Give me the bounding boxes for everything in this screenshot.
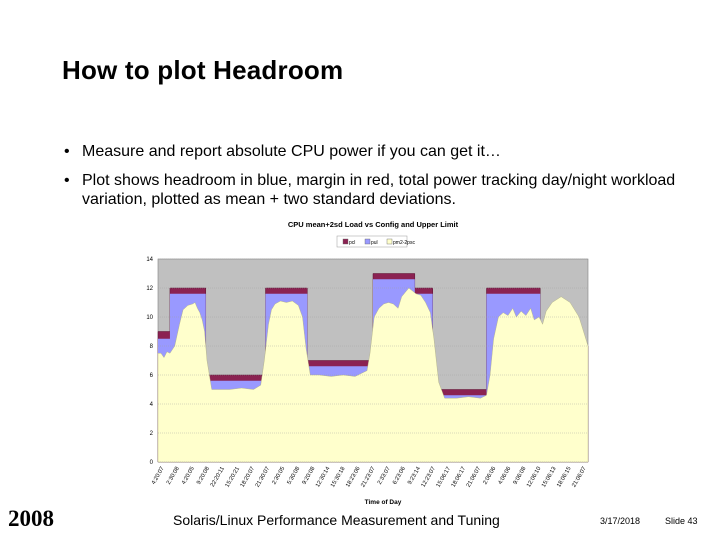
- bullet-item: [64, 142, 704, 161]
- bullet-text: Measure and report absolute CPU power if you can get it…: [82, 143, 501, 160]
- x-tick-label: 21:30:07: [254, 466, 272, 489]
- x-tick-label: 12:30:14: [315, 466, 332, 489]
- bullet-item: [64, 171, 704, 209]
- bullet-dot: •: [64, 172, 70, 189]
- footer-title: Solaris/Linux Performance Measurement and Tuning: [173, 512, 500, 528]
- x-tick-label: 12:06:10: [526, 466, 543, 489]
- x-tick-label: 5:30:08: [286, 466, 302, 486]
- x-tick-label: 15:06:17: [435, 466, 453, 489]
- legend-swatch: [343, 239, 348, 244]
- legend-swatch: [365, 239, 370, 244]
- x-tick-label: 2:06:06: [482, 466, 498, 486]
- x-tick-label: 12:23:07: [420, 466, 438, 489]
- x-tick-label: 2:30:08: [165, 466, 181, 486]
- footer-year: 2008: [8, 506, 54, 531]
- y-tick-label: 14: [146, 257, 153, 263]
- x-tick-label: 18:23:06: [345, 466, 362, 489]
- x-tick-label: 18:06:15: [556, 466, 573, 489]
- legend-label: pm2-2psc: [393, 240, 415, 246]
- x-tick-label: 22:20:11: [209, 466, 227, 489]
- footer-date: 3/17/2018: [600, 516, 641, 526]
- y-tick-label: 8: [149, 344, 153, 350]
- bullet-dot: •: [64, 143, 70, 160]
- y-tick-label: 12: [146, 286, 153, 292]
- slide-title: How to plot Headroom: [62, 55, 344, 85]
- y-tick-label: 0: [149, 460, 153, 466]
- x-tick-label: 18:06:17: [450, 466, 468, 489]
- y-tick-label: 6: [149, 373, 153, 379]
- x-tick-label: 15:30:18: [330, 466, 347, 489]
- legend-swatch: [387, 239, 392, 244]
- y-tick-label: 4: [149, 402, 153, 408]
- x-axis-label: Time of Day: [364, 499, 402, 506]
- x-tick-label: 21:23:07: [360, 466, 377, 489]
- x-tick-label: 4:20:05: [181, 466, 196, 486]
- bullet-list: [64, 142, 704, 219]
- x-tick-label: 18:20:07: [239, 466, 257, 489]
- x-tick-label: 6:23:06: [392, 466, 407, 486]
- x-tick-label: 2:30:05: [271, 466, 287, 486]
- legend-label: pul: [371, 240, 378, 246]
- footer-slide-number: Slide 43: [665, 516, 698, 526]
- chart-container: [128, 217, 598, 512]
- headroom-chart: [128, 217, 598, 512]
- x-tick-label: 9:23:14: [407, 466, 422, 486]
- y-tick-label: 10: [146, 315, 153, 321]
- x-tick-label: 15:20:21: [224, 466, 242, 489]
- x-tick-label: 4:20:07: [150, 466, 166, 486]
- x-tick-label: 2:33:07: [376, 466, 392, 486]
- y-tick-label: 2: [149, 431, 153, 437]
- x-tick-label: 21:06:07: [571, 466, 588, 489]
- bullet-text: Plot shows headroom in blue, margin in red, total power tracking day/night workload variation, plotted as mean + two standard deviations.: [82, 172, 676, 208]
- legend-label: pcl: [349, 240, 356, 246]
- x-tick-label: 9:06:08: [512, 466, 528, 486]
- x-tick-label: 9:20:08: [196, 466, 211, 486]
- x-tick-label: 9:20:08: [301, 466, 317, 486]
- x-tick-label: 15:06:13: [541, 466, 558, 489]
- chart-title: CPU mean+2sd Load vs Config and Upper Limit: [287, 220, 459, 229]
- x-tick-label: 4:06:06: [497, 466, 513, 486]
- x-tick-label: 21:06:07: [465, 466, 483, 489]
